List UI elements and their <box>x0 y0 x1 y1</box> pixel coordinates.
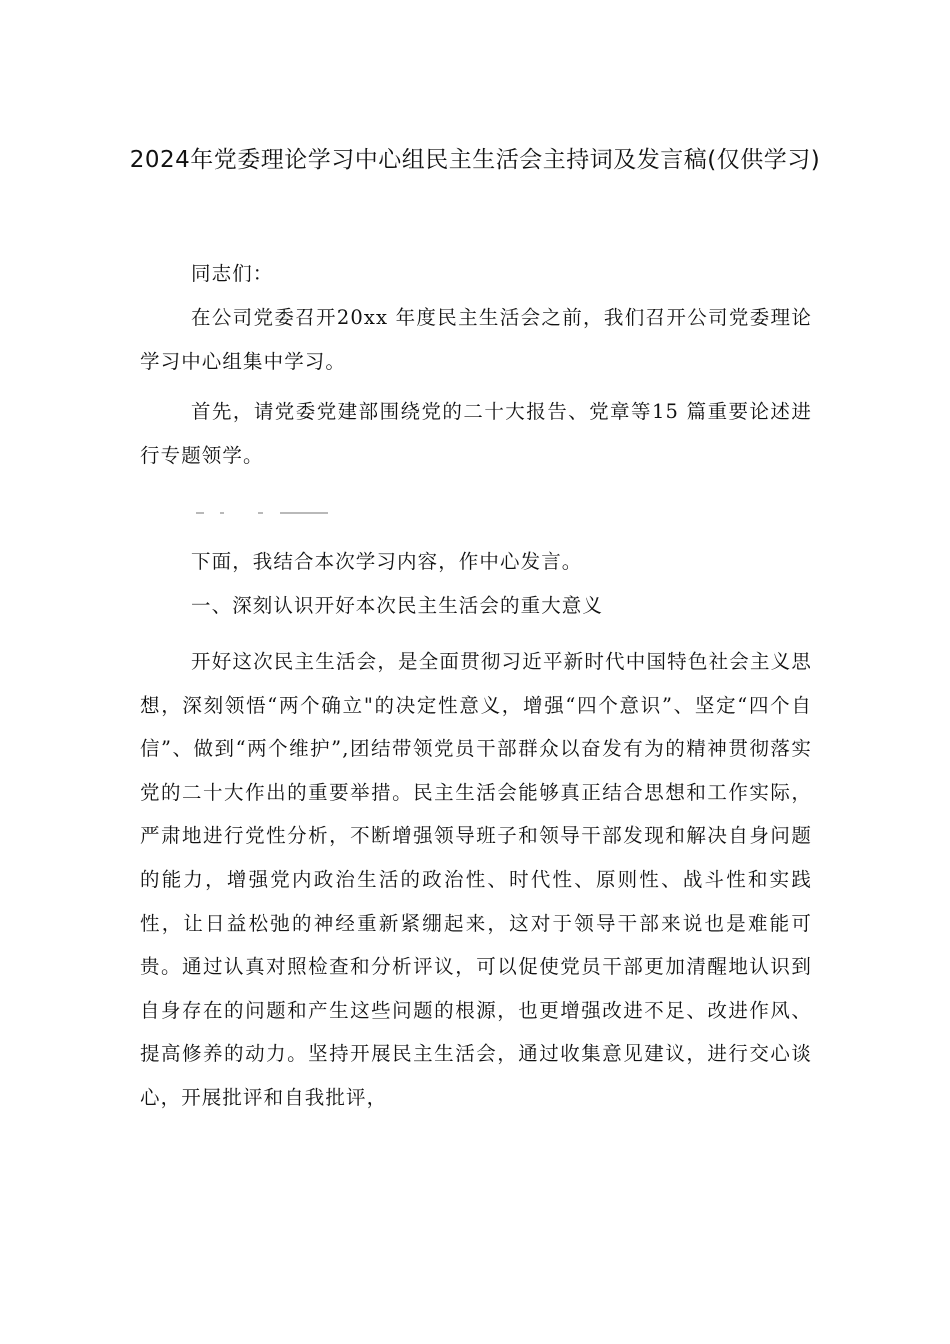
section-heading-1: 一、深刻认识开好本次民主生活会的重大意义 <box>191 594 604 617</box>
scan-artifact-line <box>196 509 331 519</box>
greeting: 同志们： <box>191 262 274 285</box>
paragraph-2: 首先，请党委党建部围绕党的二十大报告、党章等15 篇重要论述进行专题领学。 <box>140 400 812 467</box>
paragraph-3: 下面，我结合本次学习内容，作中心发言。 <box>191 550 583 573</box>
paragraph-1: 在公司党委召开20xx 年度民主生活会之前，我们召开公司党委理论学习中心组集中学习。 <box>140 306 812 373</box>
paragraph-5: 开好这次民主生活会，是全面贯彻习近平新时代中国特色社会主义思想，深刻领悟“两个确立"的决定性意义，增强“四个意识”、坚定“四个自信”、做到“两个维护”,团结带领党员干部群众以奋发有为的精神贯彻落实党的二十大作出的重要举措。民主生活会能够真正结合思想和工作实际，严肃地进行党性分析，不断增强领导班子和领导干部发现和解决自身问题的能力，增强党内政治生活的政治性、时代性、原则性、战斗性和实践性，让日益松弛的神经重新紧绷起来，这对于领导干部来说也是难能可贵。通过认真对照检查和分析评议，可以促使党员干部更加清醒地认识到自身存在的问题和产生这些问题的根源，也更增强改进不足、改进作风、提高修养的动力。坚持开展民主生活会，通过收集意见建议，进行交心谈心，开展批评和自我批评， <box>140 650 812 1109</box>
document-title: 2024年党委理论学习中心组民主生活会主持词及发言稿(仅供学习) <box>129 147 821 173</box>
